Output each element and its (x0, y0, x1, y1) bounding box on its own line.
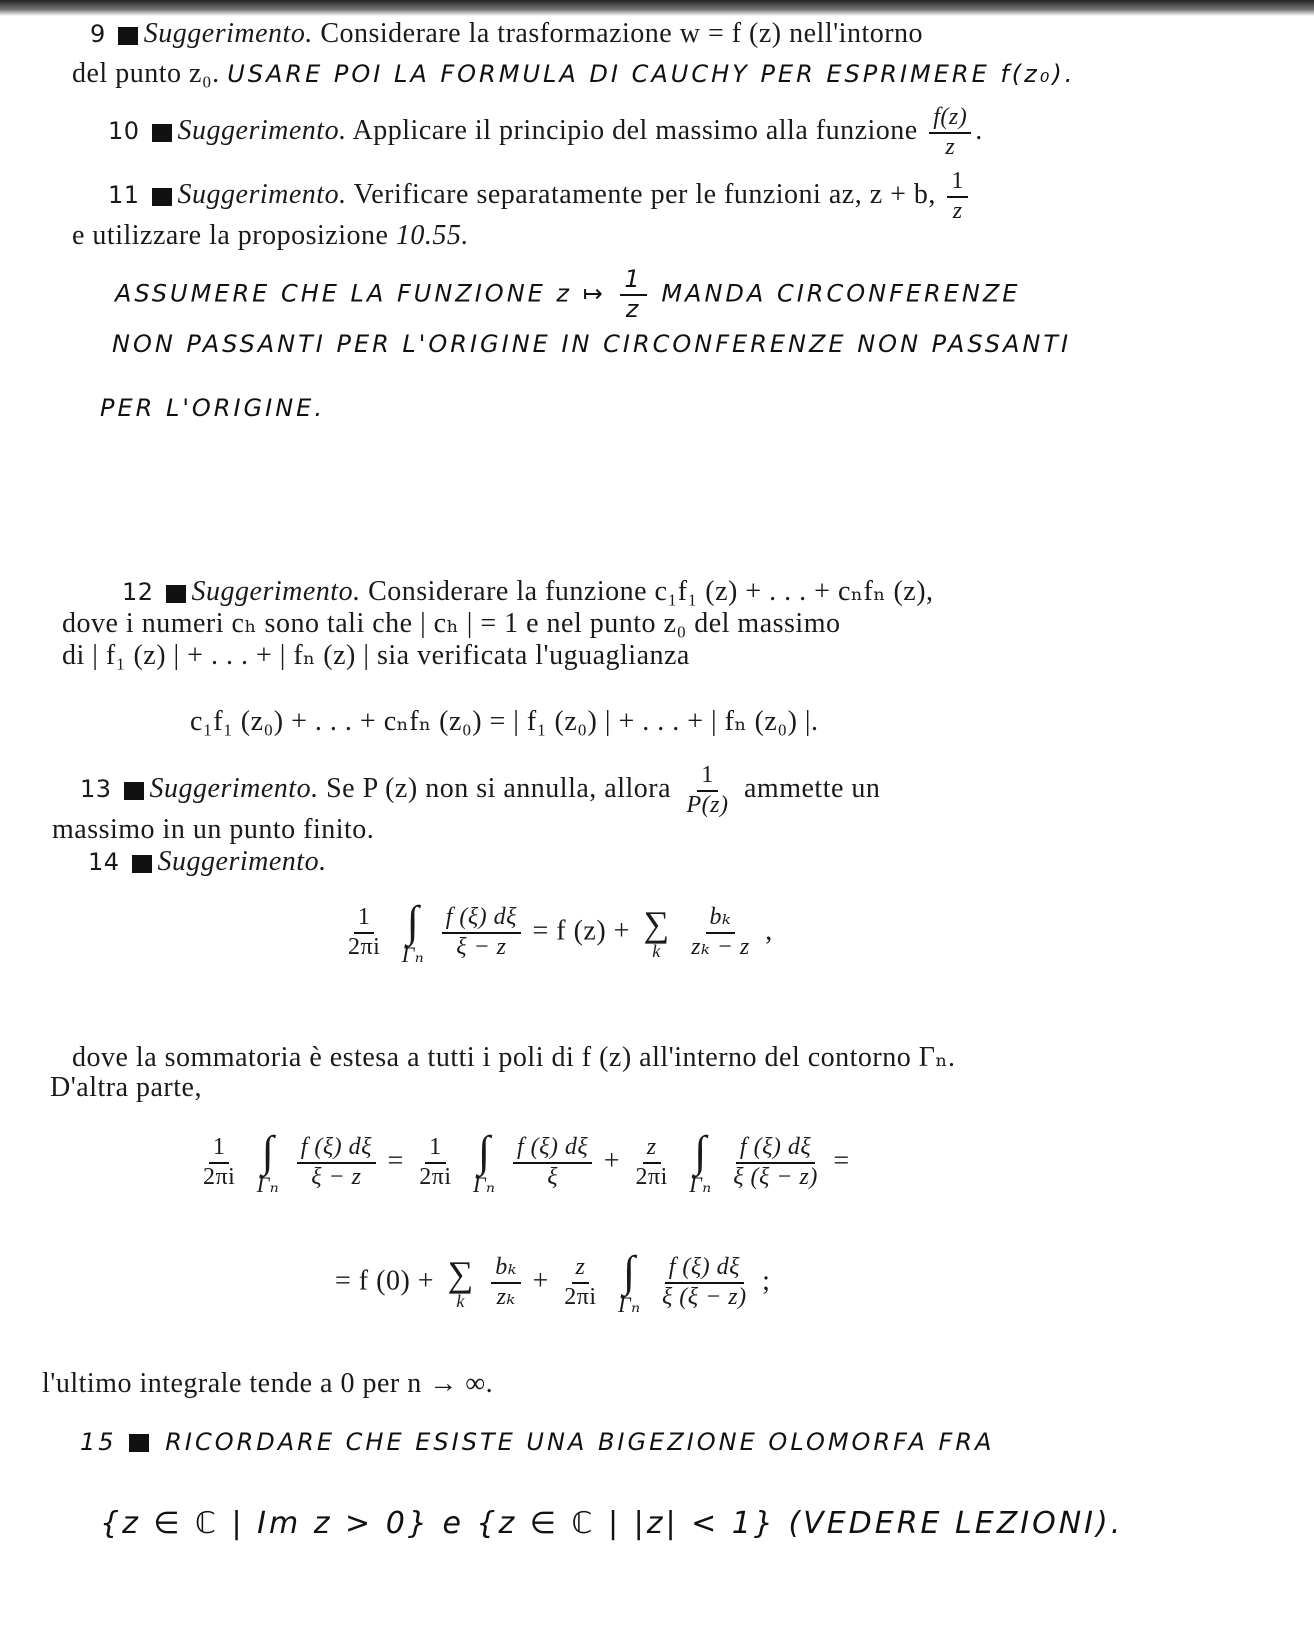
sum-index: k (652, 941, 661, 961)
equation-part: = f (z) + (532, 915, 630, 947)
numerator: bₖ (491, 1254, 521, 1284)
denominator: 2πi (348, 934, 381, 960)
integral-sign: ∫ Γₙ (689, 1127, 712, 1197)
hint-14 (88, 846, 327, 878)
denominator: 2πi (203, 1164, 236, 1190)
numerator: 1 (947, 168, 968, 198)
fraction (632, 1134, 672, 1191)
equation: c₁f₁ (z₀) + . . . + cₙfₙ (z₀) = | f₁ (z₀) | + . . . + | fₙ (z₀) |. (190, 706, 819, 737)
handwritten-note-2: NON PASSANTI PER L'ORIGINE IN CIRCONFERENZE NON PASSANTI (112, 330, 1072, 358)
integral-sign: ∫ Γₙ (401, 897, 425, 967)
equation-part: + (532, 1265, 549, 1297)
integral-contour: Γₙ (401, 942, 425, 967)
hint-number: 11 (108, 181, 140, 210)
fraction (620, 266, 646, 323)
integral-contour: Γₙ (618, 1292, 641, 1317)
sum-sign: ∑ k (447, 1254, 474, 1311)
hint-text: Considerare la trasformazione w = f (z) nell'intorno (320, 18, 924, 49)
hint-number: 12 (122, 578, 154, 606)
equation-1 (340, 897, 773, 967)
hint-number: 9 (90, 20, 106, 48)
hint-label: Suggerimento. (149, 773, 319, 805)
handwritten-note-3: PER L'ORIGINE. (100, 394, 325, 422)
equation-part: = (387, 1145, 404, 1177)
numerator: z (643, 1134, 661, 1164)
integral-sign: ∫ Γₙ (618, 1247, 641, 1317)
numerator: f (ξ) dξ (736, 1134, 815, 1164)
hint-13 (80, 762, 880, 819)
hint-number: 15 (80, 1428, 117, 1456)
denominator: 2πi (564, 1284, 597, 1310)
numerator: 1 (425, 1134, 446, 1164)
sum-sign: ∑ k (643, 904, 670, 961)
fraction (491, 1254, 521, 1311)
hint-text: Applicare il principio del massimo alla funzione (352, 115, 918, 147)
scan-top-shadow (0, 0, 1314, 16)
fraction (683, 762, 733, 819)
hint-text: di | f₁ (z) | + . . . + | fₙ (z) | sia verificata l'uguaglianza (62, 640, 690, 671)
square-marker-icon (124, 782, 144, 800)
hint-text: e utilizzare la proposizione (72, 220, 389, 251)
denominator: zₖ − z (691, 934, 750, 960)
equation-3 (335, 1247, 771, 1317)
denominator: P(z) (686, 791, 729, 818)
fraction (560, 1254, 600, 1311)
denominator: 2πi (635, 1164, 668, 1190)
denominator: ξ (547, 1164, 558, 1190)
numerator: 1 (620, 266, 646, 296)
equation-part: + (603, 1145, 620, 1177)
handwritten-set-definition: {z ∈ ℂ | Im z > 0} e {z ∈ ℂ | |z| < 1} (VEDERE LEZIONI). (100, 1506, 1124, 1541)
integral-contour: Γₙ (473, 1172, 496, 1197)
square-marker-icon (129, 1434, 149, 1452)
hint-number: 14 (88, 848, 120, 876)
denominator: ξ (ξ − z) (662, 1284, 747, 1310)
hint-text: ammette un (744, 773, 881, 805)
hint-label: Suggerimento. (143, 18, 313, 49)
numerator: f(z) (929, 104, 971, 134)
hint-text: massimo in un punto finito. (52, 814, 375, 845)
fraction (199, 1134, 239, 1191)
handwritten-note-1 (115, 266, 1020, 323)
integral-sign: ∫ Γₙ (473, 1127, 496, 1197)
fraction (513, 1134, 592, 1191)
fraction (297, 1134, 376, 1191)
hint-11-line-2 (72, 220, 469, 252)
hint-10: 10 Suggerimento. Applicare il principio del massimo alla funzione $\frac{f(z)}{z}$ . (108, 104, 983, 160)
hint-text: del punto z₀. (72, 58, 220, 89)
hint-text: Verificare separatamente per le funzioni az, z + b, (353, 179, 936, 211)
fraction (658, 1254, 751, 1311)
numerator: f (ξ) dξ (442, 904, 521, 934)
square-marker-icon (166, 585, 186, 603)
integral-sign: ∫ Γₙ (256, 1127, 280, 1197)
numerator: f (ξ) dξ (513, 1134, 592, 1164)
hint-text: Se P (z) non si annulla, allora (326, 773, 672, 805)
denominator: ξ (ξ − z) (733, 1164, 818, 1190)
equation-part: = (833, 1145, 850, 1177)
denominator: z (945, 133, 956, 160)
square-marker-icon (118, 27, 138, 45)
numerator: 1 (354, 904, 375, 934)
numerator: 1 (697, 762, 718, 792)
equation-part: , (765, 915, 773, 947)
denominator: 2πi (419, 1164, 452, 1190)
equation-part: ; (762, 1265, 771, 1297)
hint-number: 10 (108, 117, 140, 146)
sum-index: k (456, 1291, 465, 1311)
equation-part: = f (0) + (335, 1265, 435, 1297)
hint-12 (122, 574, 934, 608)
hint-text: D'altra parte, (50, 1072, 202, 1103)
handwritten-text: RICORDARE CHE ESISTE UNA BIGEZIONE OLOMORFA FRA (165, 1428, 995, 1456)
integral-contour: Γₙ (256, 1172, 280, 1197)
integral-contour: Γₙ (689, 1172, 712, 1197)
denominator: z (625, 294, 642, 323)
equation-2 (195, 1127, 850, 1197)
fraction (415, 1134, 455, 1191)
numerator: 1 (209, 1134, 230, 1164)
handwritten-note: USARE POI LA FORMULA DI CAUCHY PER ESPRIMERE f(z₀). (227, 60, 1076, 88)
fraction (929, 104, 971, 161)
hint-text: dove la sommatoria è estesa a tutti i poli di f (z) all'interno del contorno Γₙ. (72, 1042, 956, 1073)
hint-text: dove i numeri cₕ sono tali che | cₕ | = 1 e nel punto z₀ del massimo (62, 608, 841, 639)
hint-9-line-2 (72, 58, 1075, 90)
denominator: z (952, 197, 963, 224)
numerator: bₖ (706, 904, 736, 934)
denominator: zₖ (496, 1284, 516, 1310)
hint-label: Suggerimento. (157, 846, 327, 877)
square-marker-icon (152, 188, 172, 206)
numerator: f (ξ) dξ (297, 1134, 376, 1164)
denominator: ξ − z (456, 934, 507, 960)
square-marker-icon (132, 855, 152, 873)
hint-text: Considerare la funzione c₁f₁ (z) + . . . + cₙfₙ (z), (368, 576, 934, 607)
fraction (729, 1134, 822, 1191)
fraction (442, 904, 521, 961)
numerator: f (ξ) dξ (665, 1254, 744, 1284)
square-marker-icon (152, 124, 172, 142)
hint-text: l'ultimo integrale tende a 0 per n → ∞. (42, 1368, 494, 1399)
hint-11 (108, 168, 972, 225)
fraction (947, 168, 968, 225)
hint-15 (80, 1428, 994, 1456)
hint-9-line-1 (90, 18, 923, 50)
hint-number: 13 (80, 775, 112, 804)
hint-label: Suggerimento. (191, 576, 361, 607)
hint-label: Suggerimento. (177, 179, 347, 211)
denominator: ξ − z (311, 1164, 362, 1190)
hint-label: Suggerimento. (177, 115, 347, 147)
fraction (344, 904, 384, 961)
numerator: z (572, 1254, 590, 1284)
fraction (687, 904, 754, 961)
proposition-ref: 10.55. (395, 220, 469, 251)
handwritten-text: MANDA CIRCONFERENZE (661, 279, 1021, 308)
handwritten-text: ASSUMERE CHE LA FUNZIONE z ↦ (115, 279, 606, 308)
